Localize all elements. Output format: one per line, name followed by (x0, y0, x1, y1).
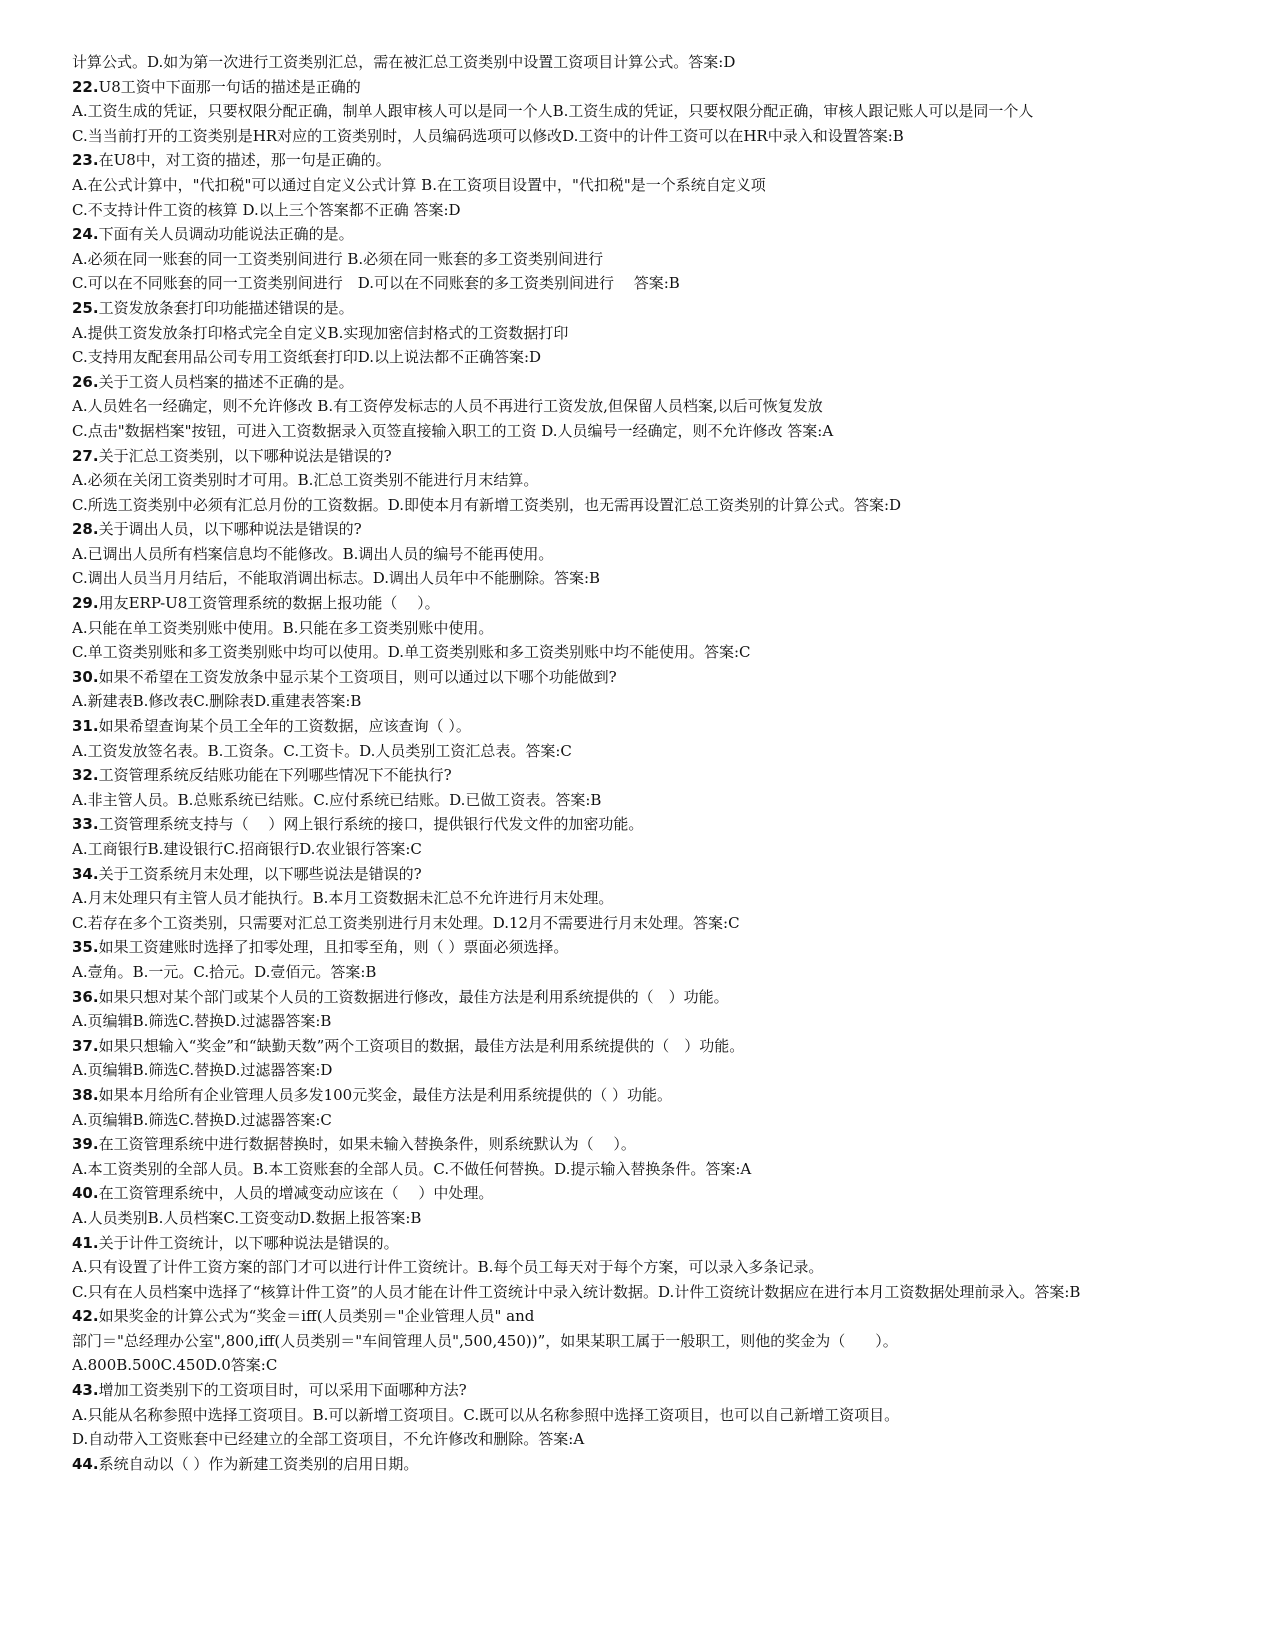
answer-line (72, 1009, 1212, 1034)
line-text: A.新建表B.修改表C.删除表D.重建表答案:B (72, 692, 362, 711)
line-text: 关于工资系统月末处理，以下哪些说法是错误的? (98, 864, 422, 883)
line-text: 在U8中，对工资的描述，那一句是正确的。 (98, 151, 391, 170)
question-line (72, 985, 1212, 1010)
line-text: A.页编辑B.筛选C.替换D.过滤器答案:D (72, 1061, 333, 1080)
answer-line (72, 271, 1212, 296)
line-text: C.当当前打开的工资类别是HR对应的工资类别时，人员编码选项可以修改D.工资中的计件工资可以在HR中录入和设置答案:B (72, 126, 904, 145)
line-text: A.必须在同一账套的同一工资类别间进行 B.必须在同一账套的多工资类别间进行 (72, 249, 604, 268)
question-line (72, 714, 1212, 739)
question-number: 29. (72, 594, 99, 613)
answer-line (72, 247, 1212, 272)
answer-line (72, 99, 1212, 124)
question-number: 33. (72, 815, 99, 834)
document-body (72, 50, 1212, 1476)
line-text: A.工资发放签名表。B.工资条。C.工资卡。D.人员类别工资汇总表。答案:C (72, 741, 572, 760)
line-text: A.只能从名称参照中选择工资项目。B.可以新增工资项目。C.既可以从名称参照中选择工资项目，也可以自己新增工资项目。 (72, 1405, 900, 1424)
question-number: 43. (72, 1381, 99, 1400)
line-text: A.必须在关闭工资类别时才可用。B.汇总工资类别不能进行月末结算。 (72, 471, 539, 490)
line-text: A.非主管人员。B.总账系统已结账。C.应付系统已结账。D.已做工资表。答案:B (72, 790, 602, 809)
answer-line (72, 886, 1212, 911)
line-text: A.壹角。B.一元。C.拾元。D.壹佰元。答案:B (72, 962, 377, 981)
line-text: A.工商银行B.建设银行C.招商银行D.农业银行答案:C (72, 840, 422, 858)
line-text: C.若存在多个工资类别，只需要对汇总工资类别进行月末处理。D.12月不需要进行月末处理。答案:C (72, 913, 740, 932)
line-text: A.在公式计算中，"代扣税"可以通过自定义公式计算 B.在工资项目设置中，"代扣税"是一个系统自定义项 (72, 175, 766, 194)
question-line (72, 1378, 1212, 1403)
answer-line (72, 566, 1212, 591)
line-text: 用友ERP-U8工资管理系统的数据上报功能（ ）。 (98, 594, 440, 613)
answer-line (72, 173, 1212, 198)
line-text: 计算公式。D.如为第一次进行工资类别汇总，需在被汇总工资类别中设置工资项目计算公式。答案:D (72, 53, 736, 71)
question-number: 42. (72, 1307, 99, 1326)
question-line (72, 370, 1212, 395)
question-number: 44. (72, 1454, 99, 1473)
question-line (72, 1034, 1212, 1059)
line-text: A.页编辑B.筛选C.替换D.过滤器答案:B (72, 1012, 332, 1031)
line-text: A.月末处理只有主管人员才能执行。B.本月工资数据未汇总不允许进行月末处理。 (72, 889, 614, 908)
line-text: 增加工资类别下的工资项目时，可以采用下面哪种方法? (98, 1381, 467, 1400)
question-number: 41. (72, 1233, 99, 1252)
line-text: 如果只想对某个部门或某个人员的工资数据进行修改，最佳方法是利用系统提供的（ ）功能。 (98, 987, 729, 1006)
question-number: 28. (72, 520, 99, 539)
answer-line (72, 1280, 1212, 1305)
line-text: A.页编辑B.筛选C.替换D.过滤器答案:C (72, 1110, 332, 1129)
answer-line (72, 739, 1212, 764)
line-text: C.支持用友配套用品公司专用工资纸套打印D.以上说法都不正确答案:D (72, 348, 542, 367)
question-number: 31. (72, 717, 99, 736)
line-text: 工资管理系统反结账功能在下列哪些情况下不能执行? (98, 766, 452, 785)
question-line (72, 665, 1212, 690)
answer-line (72, 321, 1212, 346)
line-text: 工资发放条套打印功能描述错误的是。 (98, 298, 354, 317)
question-line (72, 148, 1212, 173)
question-number: 26. (72, 372, 99, 391)
question-line (72, 862, 1212, 887)
line-text: 如果工资建账时选择了扣零处理，且扣零至角，则（ ）票面必须选择。 (98, 938, 569, 957)
line-text: 关于调出人员，以下哪种说法是错误的? (98, 520, 362, 539)
question-number: 40. (72, 1184, 99, 1203)
answer-line (72, 50, 1212, 75)
line-text: 如果奖金的计算公式为“奖金＝iff(人员类别＝"企业管理人员" and (98, 1307, 535, 1326)
question-line (72, 1083, 1212, 1108)
line-text: 如果不希望在工资发放条中显示某个工资项目，则可以通过以下哪个功能做到? (98, 667, 617, 686)
answer-line (72, 1403, 1212, 1428)
line-text: 下面有关人员调动功能说法正确的是。 (98, 225, 354, 244)
line-text: A.提供工资发放条打印格式完全自定义B.实现加密信封格式的工资数据打印 (72, 323, 569, 342)
line-text: C.只有在人员档案中选择了“核算计件工资”的人员才能在计件工资统计中录入统计数据。D.计件工资统计数据应在进行本月工资数据处理前录入。答案:B (72, 1282, 1081, 1301)
line-text: 如果希望查询某个员工全年的工资数据，应该查询（ ）。 (98, 717, 471, 736)
answer-line (72, 124, 1212, 149)
line-text: A.800B.500C.450D.0答案:C (72, 1356, 278, 1375)
line-text: A.人员姓名一经确定，则不允许修改 B.有工资停发标志的人员不再进行工资发放,但保留人员档案,以后可恢复发放 (72, 397, 823, 416)
answer-line (72, 1255, 1212, 1280)
line-text: C.可以在不同账套的同一工资类别间进行 D.可以在不同账套的多工资类别间进行 答案:B (72, 274, 680, 293)
question-line (72, 1181, 1212, 1206)
answer-line (72, 345, 1212, 370)
question-number: 30. (72, 667, 99, 686)
line-text: A.人员类别B.人员档案C.工资变动D.数据上报答案:B (72, 1208, 422, 1227)
line-text: 系统自动以（ ）作为新建工资类别的启用日期。 (98, 1454, 419, 1473)
line-text: A.只能在单工资类别账中使用。B.只能在多工资类别账中使用。 (72, 618, 494, 637)
question-line (72, 812, 1212, 837)
answer-line (72, 640, 1212, 665)
line-text: A.已调出人员所有档案信息均不能修改。B.调出人员的编号不能再使用。 (72, 544, 554, 563)
answer-line (72, 1353, 1212, 1378)
question-line (72, 1452, 1212, 1477)
line-text: 关于汇总工资类别，以下哪种说法是错误的? (98, 446, 392, 465)
answer-line (72, 1427, 1212, 1452)
line-text: 部门＝"总经理办公室",800,iff(人员类别＝"车间管理人员",500,450))”，如果某职工属于一般职工，则他的奖金为（ ）。 (72, 1331, 898, 1350)
answer-line (72, 1157, 1212, 1182)
line-text: 如果只想输入“奖金”和“缺勤天数”两个工资项目的数据，最佳方法是利用系统提供的（ ）功能。 (98, 1036, 745, 1055)
question-number: 25. (72, 298, 99, 317)
line-text: D.自动带入工资账套中已经建立的全部工资项目，不允许修改和删除。答案:A (72, 1430, 585, 1449)
question-number: 22. (72, 77, 99, 96)
question-line (72, 591, 1212, 616)
question-number: 39. (72, 1135, 99, 1154)
line-text: C.所选工资类别中必须有汇总月份的工资数据。D.即使本月有新增工资类别，也无需再设置汇总工资类别的计算公式。答案:D (72, 495, 902, 514)
answer-line (72, 1108, 1212, 1133)
question-line (72, 222, 1212, 247)
line-text: A.只有设置了计件工资方案的部门才可以进行计件工资统计。B.每个员工每天对于每个方案，可以录入多条记录。 (72, 1258, 824, 1277)
question-number: 24. (72, 225, 99, 244)
question-line (72, 444, 1212, 469)
question-line (72, 763, 1212, 788)
question-line (72, 935, 1212, 960)
line-text: C.不支持计件工资的核算 D.以上三个答案都不正确 答案:D (72, 200, 461, 219)
question-line (72, 1304, 1212, 1329)
answer-line (72, 198, 1212, 223)
answer-line (72, 837, 1212, 862)
question-number: 23. (72, 151, 99, 170)
answer-line (72, 960, 1212, 985)
question-number: 32. (72, 766, 99, 785)
line-text: A.工资生成的凭证，只要权限分配正确，制单人跟审核人可以是同一个人B.工资生成的凭证，只要权限分配正确，审核人跟记账人可以是同一个人 (72, 102, 1034, 121)
answer-line (72, 468, 1212, 493)
question-number: 36. (72, 987, 99, 1006)
question-line (72, 296, 1212, 321)
line-text: 关于计件工资统计，以下哪种说法是错误的。 (98, 1233, 399, 1252)
line-text: C.点击"数据档案"按钮，可进入工资数据录入页签直接输入职工的工资 D.人员编号一经确定，则不允许修改 答案:A (72, 421, 834, 440)
question-line (72, 1132, 1212, 1157)
answer-line (72, 689, 1212, 714)
question-number: 27. (72, 446, 99, 465)
question-line (72, 1231, 1212, 1256)
question-number: 34. (72, 864, 99, 883)
answer-line (72, 394, 1212, 419)
answer-line (72, 419, 1212, 444)
question-number: 38. (72, 1085, 99, 1104)
answer-line (72, 788, 1212, 813)
line-text: A.本工资类别的全部人员。B.本工资账套的全部人员。C.不做任何替换。D.提示输入替换条件。答案:A (72, 1159, 752, 1178)
answer-line (72, 1329, 1212, 1354)
answer-line (72, 542, 1212, 567)
answer-line (72, 1058, 1212, 1083)
line-text: 如果本月给所有企业管理人员多发100元奖金，最佳方法是利用系统提供的（ ）功能。 (98, 1085, 672, 1104)
answer-line (72, 616, 1212, 641)
answer-line (72, 1206, 1212, 1231)
question-number: 37. (72, 1036, 99, 1055)
question-line (72, 517, 1212, 542)
line-text: U8工资中下面那一句话的描述是正确的 (98, 77, 361, 96)
answer-line (72, 493, 1212, 518)
line-text: 关于工资人员档案的描述不正确的是。 (98, 372, 354, 391)
answer-line (72, 911, 1212, 936)
line-text: C.调出人员当月月结后，不能取消调出标志。D.调出人员年中不能删除。答案:B (72, 569, 601, 588)
line-text: C.单工资类别账和多工资类别账中均可以使用。D.单工资类别账和多工资类别账中均不能使用。答案:C (72, 643, 751, 662)
question-number: 35. (72, 938, 99, 957)
question-line (72, 75, 1212, 100)
line-text: 在工资管理系统中，人员的增减变动应该在（ ）中处理。 (98, 1184, 494, 1203)
line-text: 在工资管理系统中进行数据替换时，如果未输入替换条件，则系统默认为（ ）。 (98, 1135, 636, 1154)
line-text: 工资管理系统支持与（ ）网上银行系统的接口，提供银行代发文件的加密功能。 (98, 815, 644, 834)
